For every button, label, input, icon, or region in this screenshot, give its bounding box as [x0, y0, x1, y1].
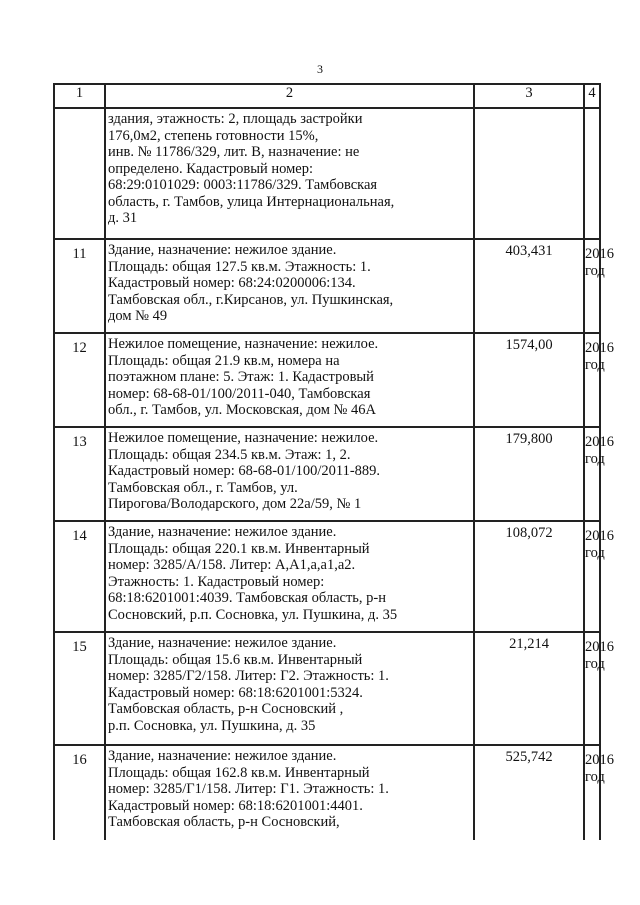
- description-line: р.п. Сосновка, ул. Пушкина, д. 35: [108, 717, 316, 734]
- value-cell: 179,800: [474, 427, 584, 521]
- row-number-cell: 11: [54, 239, 105, 333]
- value-cell: 108,072: [474, 521, 584, 632]
- description-line: Здание, назначение: нежилое здание.: [108, 748, 337, 764]
- year-cell: 2016 год: [584, 427, 600, 521]
- year-cell: 2016 год: [584, 521, 600, 632]
- year-cell: 2016 год: [584, 239, 600, 333]
- description-line: Нежилое помещение, назначение: нежилое.: [108, 336, 379, 352]
- description-line: Тамбовская обл., г.Кирсанов, ул. Пушкинская,: [108, 291, 394, 308]
- description-line: д. 31: [108, 210, 138, 226]
- header-cell-1: 1: [54, 84, 105, 108]
- description-line: Кадастровый номер: 68:18:6201001:4401.: [108, 797, 363, 814]
- description-line: номер: 3285/Г2/158. Литер: Г2. Этажность: 1.: [108, 668, 389, 684]
- description-cell: [105, 108, 474, 239]
- year-cell: 2016 год: [584, 745, 600, 840]
- row-number-cell: 13: [54, 427, 105, 521]
- description-line: Нежилое помещение, назначение: нежилое.: [108, 430, 379, 446]
- description-line: Тамбовская обл., г. Тамбов, ул.: [108, 479, 298, 496]
- description-line: Площадь: общая 220.1 кв.м. Инвентарный: [108, 540, 370, 557]
- description-line: Площадь: общая 21.9 кв.м, номера на: [108, 352, 340, 369]
- table-row: [54, 239, 600, 333]
- description-line: обл., г. Тамбов, ул. Московская, дом № 46А: [108, 402, 376, 418]
- page-number: 3: [317, 62, 323, 76]
- header-cell-3: 3: [474, 84, 584, 108]
- table-row: [54, 333, 600, 427]
- value-cell: 403,431: [474, 239, 584, 333]
- table-header-row: [54, 84, 600, 108]
- table-row: [54, 745, 600, 840]
- description-line: поэтажном плане: 5. Этаж: 1. Кадастровый: [108, 369, 374, 385]
- description-cell: [105, 427, 474, 521]
- table-row: [54, 108, 600, 239]
- year-cell: 2016 год: [584, 333, 600, 427]
- description-line: Кадастровый номер: 68:24:0200006:134.: [108, 275, 356, 291]
- description-line: инв. № 11786/329, лит. В, назначение: не: [108, 144, 360, 160]
- row-number-cell: 15: [54, 632, 105, 745]
- description-line: здания, этажность: 2, площадь застройки: [108, 111, 363, 127]
- description-line: 68:29:0101029: 0003:11786/329. Тамбовская: [108, 177, 378, 193]
- description-line: Сосновский, р.п. Сосновка, ул. Пушкина, д. 35: [108, 606, 398, 623]
- description-cell: [105, 632, 474, 745]
- description-line: номер: 3285/А/158. Литер: А,А1,а,а1,а2.: [108, 557, 356, 573]
- description-line: 68:18:6201001:4039. Тамбовская область, р-н: [108, 590, 386, 606]
- description-line: Кадастровый номер: 68:18:6201001:5324.: [108, 684, 363, 701]
- description-line: Кадастровый номер: 68-68-01/100/2011-889.: [108, 463, 381, 479]
- description-cell: [105, 745, 474, 840]
- description-line: определено. Кадастровый номер:: [108, 160, 314, 177]
- value-cell: 525,742: [474, 745, 584, 840]
- year-cell: [584, 108, 600, 239]
- value-cell: [474, 108, 584, 239]
- table-row: [54, 521, 600, 632]
- description-line: Площадь: общая 15.6 кв.м. Инвентарный: [108, 651, 363, 668]
- property-table: [53, 83, 614, 840]
- table-row: [54, 427, 600, 521]
- table-row: [54, 632, 600, 745]
- row-number-cell: 14: [54, 521, 105, 632]
- description-cell: [105, 333, 474, 427]
- description-line: Тамбовская область, р-н Сосновский ,: [108, 701, 344, 717]
- description-line: дом № 49: [108, 308, 168, 324]
- description-cell: [105, 521, 474, 632]
- description-line: Пирогова/Володарского, дом 22а/59, № 1: [108, 496, 362, 512]
- description-line: 176,0м2, степень готовности 15%,: [108, 127, 319, 144]
- header-cell-2: 2: [105, 84, 474, 108]
- description-line: область, г. Тамбов, улица Интернациональная,: [108, 193, 395, 210]
- value-cell: 1574,00: [474, 333, 584, 427]
- description-line: Здание, назначение: нежилое здание.: [108, 524, 337, 540]
- description-line: номер: 3285/Г1/158. Литер: Г1. Этажность: 1.: [108, 781, 389, 797]
- row-number-cell: 12: [54, 333, 105, 427]
- description-line: номер: 68-68-01/100/2011-040, Тамбовская: [108, 385, 371, 402]
- description-cell: [105, 239, 474, 333]
- description-line: Здание, назначение: нежилое здание.: [108, 242, 337, 258]
- description-line: Этажность: 1. Кадастровый номер:: [108, 573, 325, 590]
- year-cell: 2016 год: [584, 632, 600, 745]
- row-number-cell: [54, 108, 105, 239]
- description-line: Площадь: общая 127.5 кв.м. Этажность: 1.: [108, 258, 371, 275]
- description-line: Тамбовская область, р-н Сосновский,: [108, 814, 340, 830]
- value-cell: 21,214: [474, 632, 584, 745]
- description-line: Площадь: общая 234.5 кв.м. Этаж: 1, 2.: [108, 446, 351, 463]
- description-line: Здание, назначение: нежилое здание.: [108, 635, 337, 651]
- description-line: Площадь: общая 162.8 кв.м. Инвентарный: [108, 764, 370, 781]
- header-cell-4: 4: [584, 84, 600, 108]
- row-number-cell: 16: [54, 745, 105, 840]
